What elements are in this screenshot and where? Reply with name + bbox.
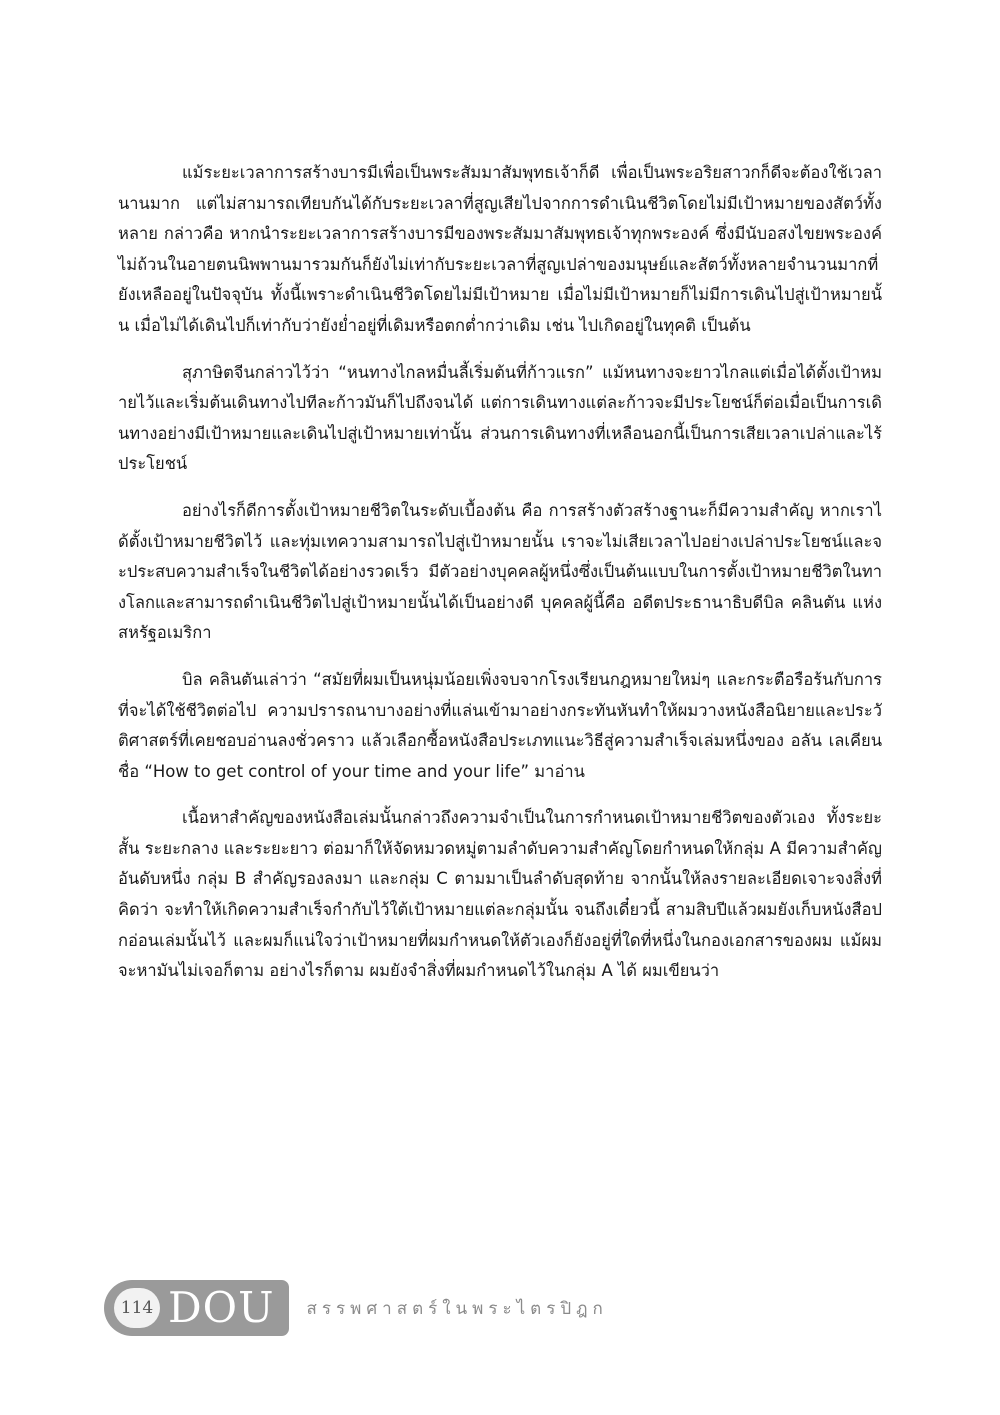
paragraph-3: อย่างไรก็ดีการตั้งเป้าหมายชีวิตในระดับเบื้องต้น คือ การสร้างตัวสร้างฐานะก็มีความสำคัญ หากเราได้ตั้งเป้าหมายชีวิตไว้ และทุ่มเทความสามารถไปสู่เป้าหมายนั้น เราจะไม่เสียเวลาไปอย่างเปล่าประโยชน์และจะประสบความสำเร็จในชีวิตได้อย่างรวดเร็ว มีตัวอย่างบุคคลผู้หนึ่งซึ่งเป็นต้นแบบในการตั้งเป้าหมายชีวิตในทางโลกและสามารถดำเนินชีวิตไปสู่เป้าหมายนั้นได้เป็นอย่างดี บุคคลผู้นี้คือ อดีตประธานาธิบดีบิล คลินตัน แห่งสหรัฐอเมริกา xyxy=(118,500,882,643)
paragraph-5: เนื้อหาสำคัญของหนังสือเล่มนั้นกล่าวถึงความจำเป็นในการกำหนดเป้าหมายชีวิตของตัวเอง ทั้งระยะสั้น ระยะกลาง และระยะยาว ต่อมาก็ให้จัดหมวดหมู่ตามลำดับความสำคัญโดยกำหนดให้กลุ่ม A มีความสำคัญอันดับหนึ่ง กลุ่ม B สำคัญรองลงมา และกลุ่ม C ตามมาเป็นลำดับสุดท้าย จากนั้นให้ลงรายละเอียดเจาะจงสิ่งที่คิดว่า จะทำให้เกิดความสำเร็จกำกับไว้ใต้เป้าหมายแต่ละกลุ่มนั้น จนถึงเดี๋ยวนี้ สามสิบปีแล้วผมยังเก็บหนังสือปกอ่อนเล่มนั้นไว้ และผมก็แน่ใจว่าเป้าหมายที่ผมกำหนดให้ตัวเองก็ยังอยู่ที่ใดที่หนึ่งในกองเอกสารของผม แม้ผมจะหามันไม่เจอก็ตาม อย่างไรก็ตาม ผมยังจำสิ่งที่ผมกำหนดไว้ในกลุ่ม A ได้ ผมเขียนว่า xyxy=(118,808,882,981)
page-tab xyxy=(104,1280,289,1336)
paragraph-1: แม้ระยะเวลาการสร้างบารมีเพื่อเป็นพระสัมมาสัมพุทธเจ้าก็ดี เพื่อเป็นพระอริยสาวกก็ดีจะต้องใช้เวลานานมาก แต่ไม่สามารถเทียบกันได้กับระยะเวลาที่สูญเสียไปจากการดำเนินชีวิตโดยไม่มีเป้าหมายของสัตว์ทั้งหลาย กล่าวคือ หากนำระยะเวลาการสร้างบารมีของพระสัมมาสัมพุทธเจ้าทุกพระองค์ ซึ่งมีนับอสงไขยพระองค์ไม่ถ้วนในอายตนนิพพานมารวมกันก็ยังไม่เท่ากับระยะเวลาที่สูญเปล่าของมนุษย์และสัตว์ทั้งหลายจำนวนมากที่ยังเหลืออยู่ในปัจจุบัน ทั้งนี้เพราะดำเนินชีวิตโดยไม่มีเป้าหมาย เมื่อไม่มีเป้าหมายก็ไม่มีการเดินไปสู่เป้าหมายนั้น เมื่อไม่ได้เดินไปก็เท่ากับว่ายังย่ำอยู่ที่เดิมหรือตกต่ำกว่าเดิม เช่น ไปเกิดอยู่ในทุคติ เป็นต้น xyxy=(118,163,882,335)
paragraph-2: สุภาษิตจีนกล่าวไว้ว่า “หนทางไกลหมื่นลี้เริ่มต้นที่ก้าวแรก” แม้หนทางจะยาวไกลแต่เมื่อได้ตั้งเป้าหมายไว้และเริ่มต้นเดินทางไปทีละก้าวมันก็ไปถึงจนได้ แต่การเดินทางแต่ละก้าวจะมีประโยชน์ก็ต่อเมื่อเป็นการเดินทางอย่างมีเป้าหมายและเดินไปสู่เป้าหมายเท่านั้น ส่วนการเดินทางที่เหลือนอกนี้เป็นการเสียเวลาเปล่าและไร้ประโยชน์ xyxy=(118,362,882,474)
brand-logo: DOU xyxy=(168,1283,275,1332)
book-title: สรรพศาสตร์ในพระไตรปิฎก xyxy=(306,1298,608,1319)
paragraph-4: บิล คลินตันเล่าว่า “สมัยที่ผมเป็นหนุ่มน้อยเพิ่งจบจากโรงเรียนกฎหมายใหม่ๆ และกระตือรือร้นกับการที่จะได้ใช้ชีวิตต่อไป ความปรารถนาบางอย่างที่แล่นเข้ามาอย่างกระทันหันทำให้ผมวางหนังสือนิยายและประวัติศาสตร์ที่เคยชอบอ่านลงชั่วคราว แล้วเลือกซื้อหนังสือประเภทแนะวิธีสู่ความสำเร็จเล่มหนึ่งของ อลัน เลเคียน ชื่อ “How to get control of your time and your life” มาอ่าน xyxy=(118,669,882,781)
page-footer xyxy=(104,1279,608,1337)
page-number: 114 xyxy=(114,1288,160,1328)
page-body xyxy=(118,158,882,987)
